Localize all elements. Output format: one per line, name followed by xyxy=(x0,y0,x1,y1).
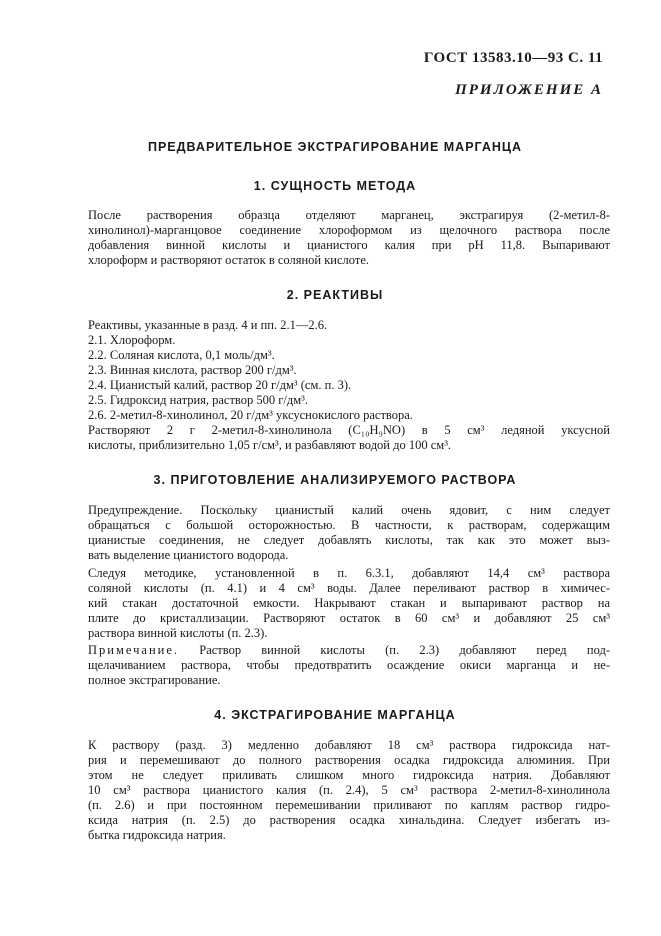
text-line: соляной кислоты (п. 4.1) и 4 см³ воды. Далее переливают раствор в химичес- xyxy=(88,581,610,595)
reagents-list xyxy=(88,318,610,453)
list-item: 2.4. Цианистый калий, раствор 20 г/дм³ (см. п. 3). xyxy=(88,378,352,392)
text-line: щелачиванием раствора, чтобы предотвратить осаждение окиси марганца и не- xyxy=(88,658,610,672)
text-line: К раствору (разд. 3) медленно добавляют 18 см³ раствора гидроксида нат- xyxy=(88,738,610,752)
gost-page-header: ГОСТ 13583.10—93 С. 11 xyxy=(423,50,603,66)
text-line: Следуя методике, установленной в п. 6.3.1, добавляют 14,4 см³ раствора xyxy=(88,566,610,580)
text-line: этом не следует приливать слишком много гидроксида натрия. Добавляют xyxy=(88,768,610,782)
text-line: кий стакан достаточной емкости. Накрывают стакан и выпаривают раствор на xyxy=(88,596,610,610)
list-item: 2.1. Хлороформ. xyxy=(88,333,176,347)
procedure-paragraph xyxy=(88,566,610,641)
text-line: цианистые соединения, не следует добавлять кислоты, так как это может выз- xyxy=(88,533,610,547)
list-item: Реактивы, указанные в разд. 4 и пп. 2.1—2.6. xyxy=(88,318,328,332)
text-line: Предупреждение. Поскольку цианистый калий очень ядовит, с ним следует xyxy=(88,503,610,517)
appendix-label: ПРИЛОЖЕНИЕ А xyxy=(455,82,603,98)
text-line: После растворения образца отделяют марганец, экстрагируя (2-метил-8- xyxy=(88,208,610,222)
document-title: ПРЕДВАРИТЕЛЬНОЕ ЭКСТРАГИРОВАНИЕ МАРГАНЦА xyxy=(147,140,523,154)
text-line: бытка гидроксида натрия. xyxy=(88,828,226,842)
note-label: Примечание. xyxy=(88,643,180,657)
list-item: 2.6. 2-метил-8-хинолинол, 20 г/дм³ уксуснокислого раствора. xyxy=(88,408,413,422)
section-3-heading: 3. ПРИГОТОВЛЕНИЕ АНАЛИЗИРУЕМОГО РАСТВОРА xyxy=(153,473,517,487)
text-line: 10 см³ раствора цианистого калия (п. 2.4), 5 см³ раствора 2-метил-8-хинолинола xyxy=(88,783,610,797)
text-line xyxy=(88,643,610,658)
text-line: полное экстрагирование. xyxy=(88,673,221,687)
text-line: рия и перемешивают до полного растворения осадка гидроксида алюминия. При xyxy=(88,753,610,767)
text-line: Растворяют 2 г 2-метил-8-хинолинола (C₁₀H₉NO) в 5 см³ ледяной уксусной xyxy=(88,423,610,437)
note-text: Раствор винной кислоты (п. 2.3) добавляют перед под- xyxy=(179,643,610,657)
text-line: плите до кристаллизации. Растворяют остаток в 60 см³ и добавляют 25 см³ xyxy=(88,611,610,625)
text-line: вать выделение цианистого водорода. xyxy=(88,548,289,562)
text-line: (п. 2.6) и при постоянном перемешивании приливают по каплям раствор гидро- xyxy=(88,798,610,812)
note-paragraph xyxy=(88,643,610,688)
text-line: кислоты, приблизительно 1,05 г/см³, и разбавляют водой до 100 см³. xyxy=(88,438,452,452)
text-line: хинолинол)-марганцовое соединение хлороформом из щелочного раствора после xyxy=(88,223,610,237)
section-2-heading: 2. РЕАКТИВЫ xyxy=(286,288,384,302)
text-line: хлороформ и растворяют остаток в соляной кислоте. xyxy=(88,253,369,267)
text-line: добавления винной кислоты и цианистого калия при рН 11,8. Выпаривают xyxy=(88,238,610,252)
section-4-body xyxy=(88,738,610,843)
section-4-heading: 4. ЭКСТРАГИРОВАНИЕ МАРГАНЦА xyxy=(214,708,456,722)
section-1-body xyxy=(88,208,610,268)
text-line: ксида натрия (п. 2.5) до растворения осадка хинальдина. Следует избегать из- xyxy=(88,813,610,827)
text-line: обращаться с большой осторожностью. В частности, к растворам, содержащим xyxy=(88,518,610,532)
warning-paragraph xyxy=(88,503,610,563)
list-item: 2.5. Гидроксид натрия, раствор 500 г/дм³. xyxy=(88,393,308,407)
section-1-heading: 1. СУЩНОСТЬ МЕТОДА xyxy=(253,179,417,193)
list-item: 2.3. Винная кислота, раствор 200 г/дм³. xyxy=(88,363,297,377)
text-line: раствора винной кислоты (п. 2.3). xyxy=(88,626,268,640)
list-item: 2.2. Соляная кислота, 0,1 моль/дм³. xyxy=(88,348,275,362)
